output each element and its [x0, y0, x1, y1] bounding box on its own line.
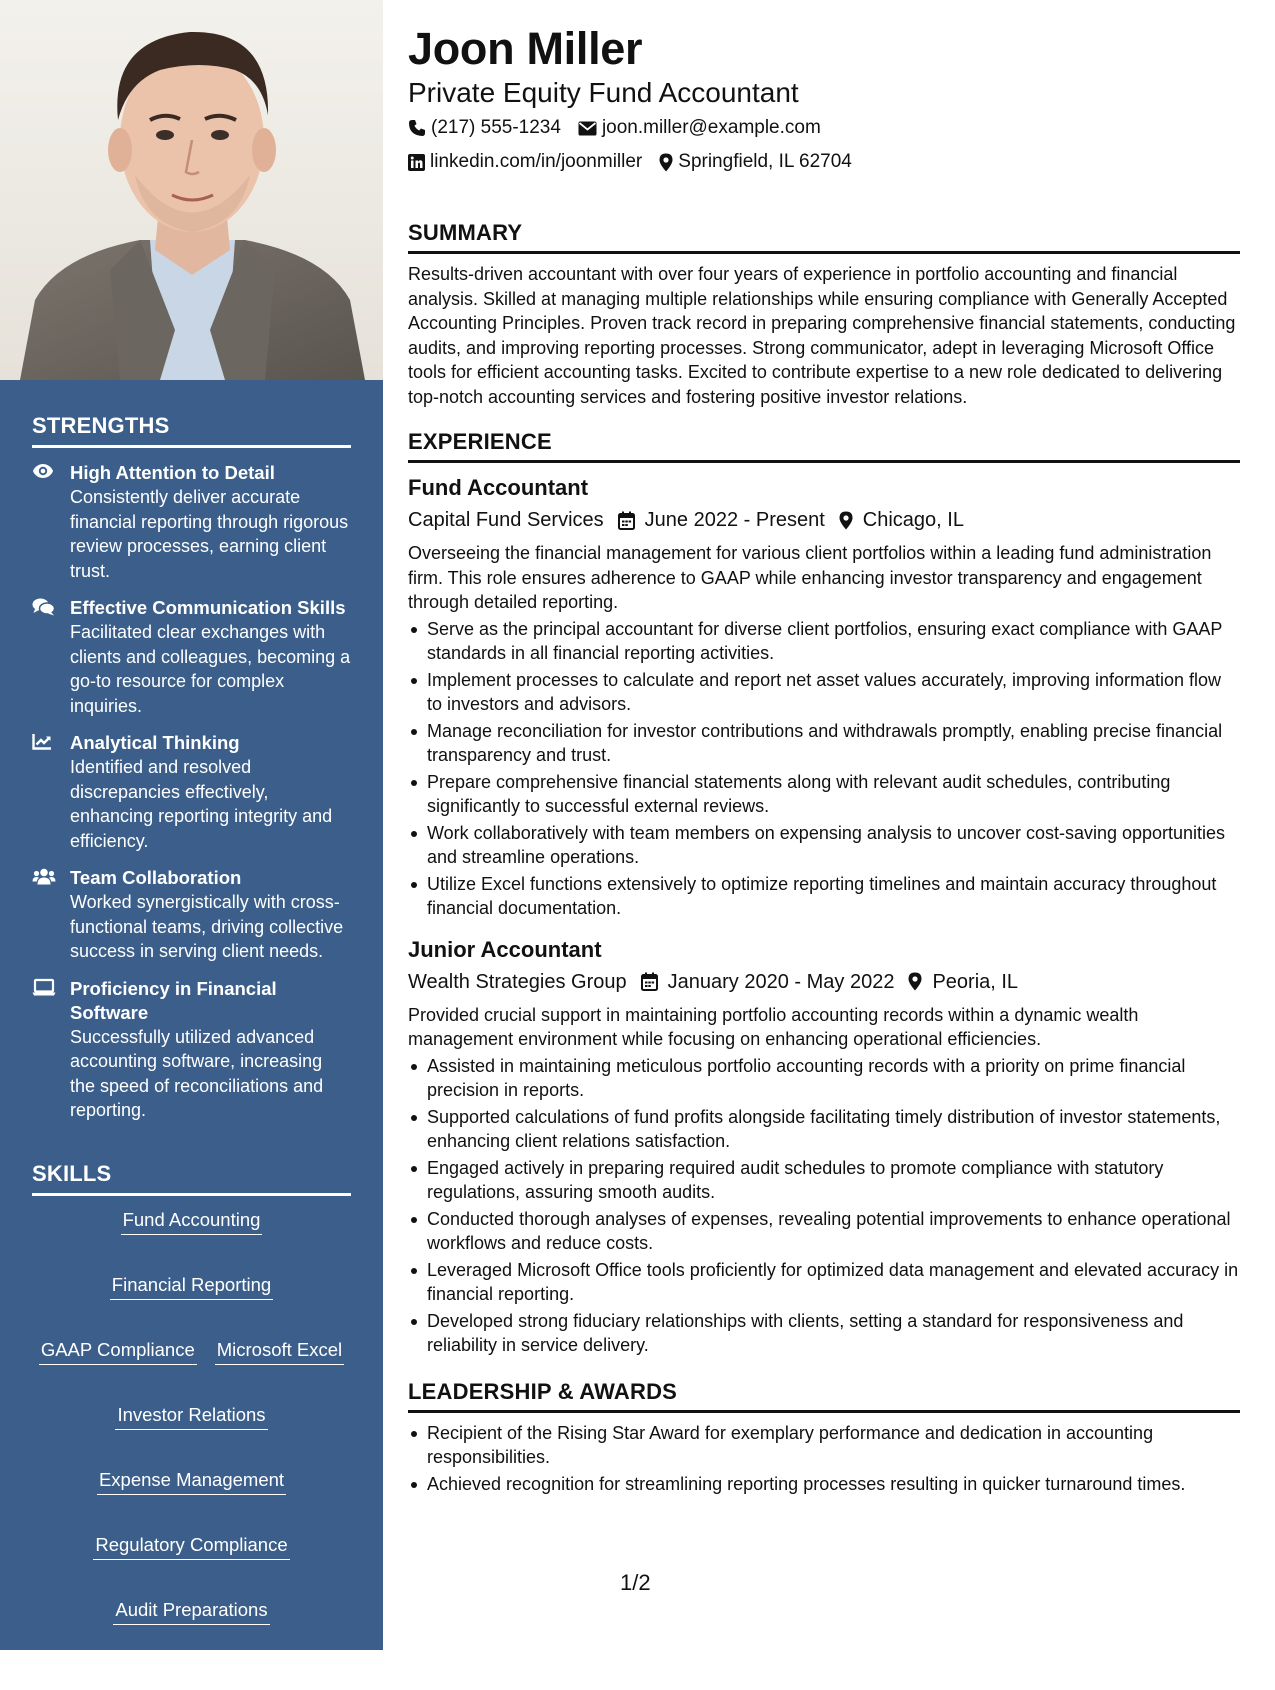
bullet-item: Conducted thorough analyses of expenses, revealing potential improvements to enhance operational workflows and reduce costs. — [408, 1207, 1240, 1256]
strength-title: Effective Communication Skills — [70, 597, 346, 618]
skill-tag: Audit Preparations — [113, 1598, 269, 1625]
users-icon — [32, 866, 70, 964]
bullet-item: Manage reconciliation for investor contributions and withdrawals promptly, enabling precise financial transparency and trust. — [408, 719, 1240, 768]
job-company: Capital Fund Services — [408, 509, 604, 531]
skill-tag: Expense Management — [97, 1468, 286, 1495]
job-entry — [408, 473, 1240, 921]
job-role: Fund Accountant — [408, 475, 589, 500]
bullet-item: Engaged actively in preparing required audit schedules to promote compliance with statutory regulations, assuring smooth audits. — [408, 1156, 1240, 1205]
linkedin-icon — [408, 154, 425, 171]
award-item: Achieved recognition for streamlining reporting processes resulting in quicker turnaround times. — [408, 1472, 1240, 1497]
location-text: Springfield, IL 62704 — [678, 151, 852, 172]
job-entry — [408, 935, 1240, 1358]
calendar-icon — [618, 511, 635, 530]
main-content — [408, 20, 1240, 1498]
bullet-item: Work collaboratively with team members on expensing analysis to uncover cost-saving opportunities and streamline operations. — [408, 821, 1240, 870]
linkedin-contact[interactable] — [408, 146, 642, 178]
laptop-icon — [32, 977, 70, 1123]
candidate-name: Joon Miller — [408, 23, 643, 74]
strength-desc: Worked synergistically with cross-functional teams, driving collective success in serving client needs. — [70, 892, 344, 961]
bullet-item: Prepare comprehensive financial statements along with relevant audit schedules, contributing significantly to successful external reviews. — [408, 770, 1240, 819]
chart-line-icon — [32, 731, 70, 853]
bullet-item: Developed strong fiduciary relationships with clients, setting a standard for responsiveness and reliability in service delivery. — [408, 1309, 1240, 1358]
job-location-text: Peoria, IL — [932, 970, 1019, 993]
job-bullets — [408, 617, 1240, 921]
location-contact — [659, 146, 852, 178]
contact-row — [408, 112, 1240, 144]
strength-item — [32, 731, 351, 853]
skills-heading: SKILLS — [32, 1161, 351, 1196]
skill-tag: GAAP Compliance — [39, 1338, 197, 1365]
strength-item — [32, 866, 351, 964]
candidate-title: Private Equity Fund Accountant — [408, 77, 799, 108]
job-dates — [618, 505, 825, 535]
map-marker-icon — [839, 511, 853, 530]
eye-icon — [32, 461, 70, 583]
skill-tag: Net Asset Valuation — [109, 1663, 273, 1690]
skill-tag: Regulatory Compliance — [93, 1533, 289, 1560]
page-number: 1/2 — [620, 1570, 651, 1595]
profile-photo — [0, 0, 383, 380]
skill-tag: Fund Accounting — [121, 1208, 263, 1235]
job-dates-text: January 2020 - May 2022 — [667, 970, 895, 993]
job-dates-text: June 2022 - Present — [644, 509, 825, 531]
job-meta — [408, 967, 1240, 997]
job-description: Provided crucial support in maintaining portfolio accounting records within a dynamic wealth management environment while focusing on enhancing operational efficiencies. — [408, 1004, 1139, 1049]
award-item: Recipient of the Rising Star Award for exemplary performance and dedication in accounting responsibilities. — [408, 1421, 1240, 1470]
job-location — [839, 505, 964, 535]
awards-list — [408, 1421, 1240, 1497]
bullet-item: Implement processes to calculate and report net asset values accurately, improving information flow to investors and advisors. — [408, 668, 1240, 717]
summary-section — [408, 219, 1240, 409]
map-marker-icon — [659, 153, 673, 172]
strengths-heading: STRENGTHS — [32, 413, 351, 448]
strength-item — [32, 977, 351, 1123]
experience-section — [408, 428, 1240, 1358]
job-role: Junior Accountant — [408, 936, 602, 962]
job-location-text: Chicago, IL — [862, 509, 964, 531]
strength-title: Proficiency in Financial Software — [70, 977, 277, 1023]
awards-heading: LEADERSHIP & AWARDS — [408, 1378, 1240, 1413]
experience-heading: EXPERIENCE — [408, 428, 1240, 463]
skill-tag: Microsoft Excel — [215, 1338, 344, 1365]
job-bullets — [408, 1054, 1240, 1358]
phone-contact[interactable] — [408, 112, 561, 144]
bullet-item: Serve as the principal accountant for diverse client portfolios, ensuring exact compliance with GAAP standards in all financial reporting activities. — [408, 617, 1240, 666]
strength-title: Team Collaboration — [70, 867, 242, 888]
phone-text: (217) 555-1234 — [431, 117, 561, 138]
skill-tag: Financial Reporting — [110, 1273, 273, 1300]
job-description: Overseeing the financial management for various client portfolios within a leading fund administration firm. This role ensures adherence to GAAP while enhancing investor transparency and engagement through detailed reporting. — [408, 543, 1212, 612]
comments-icon — [32, 596, 70, 718]
strength-title: Analytical Thinking — [70, 732, 240, 753]
map-marker-icon — [908, 972, 922, 991]
bullet-item: Leveraged Microsoft Office tools proficiently for optimized data management and elevated accuracy in financial reporting. — [408, 1258, 1240, 1307]
strength-title: High Attention to Detail — [70, 462, 275, 483]
job-location — [908, 967, 1018, 997]
strength-item — [32, 461, 351, 583]
strength-desc: Successfully utilized advanced accounting software, increasing the speed of reconciliations and reporting. — [70, 1026, 324, 1120]
strength-item — [32, 596, 351, 718]
contact-row-2 — [408, 146, 1240, 178]
job-meta — [408, 505, 1240, 535]
email-text: joon.miller@example.com — [601, 117, 821, 138]
strengths-section — [32, 413, 351, 1123]
job-dates — [641, 967, 895, 997]
skills-section — [32, 1161, 351, 1690]
envelope-icon — [578, 121, 597, 136]
bullet-item: Supported calculations of fund profits alongside facilitating timely distribution of investor statements, enhancing client relations satisfaction. — [408, 1105, 1240, 1154]
job-company: Wealth Strategies Group — [408, 970, 627, 993]
strength-desc: Consistently deliver accurate financial reporting through rigorous review processes, earning client trust. — [70, 487, 349, 581]
skill-tag: Investor Relations — [115, 1403, 267, 1430]
strength-desc: Identified and resolved discrepancies effectively, enhancing reporting integrity and efficiency. — [70, 757, 333, 851]
strength-desc: Facilitated clear exchanges with clients and colleagues, becoming a go-to resource for complex inquiries. — [70, 622, 351, 716]
linkedin-text: linkedin.com/in/joonmiller — [430, 151, 643, 172]
summary-text: Results-driven accountant with over four years of experience in portfolio accounting and financial analysis. Skilled at managing multiple relationships while ensuring compliance with Generally Accepted Accounting Principles. Proven track record in preparing comprehensive financial statements, conducting audits, and improving reporting processes. Strong communicator, adept in leveraging Microsoft Office tools for efficient accounting tasks. Excited to contribute expertise to a new role dedicated to delivering top-notch accounting services and fostering positive investor relations. — [408, 264, 1236, 407]
bullet-item: Assisted in maintaining meticulous portfolio accounting records with a priority on prime financial precision in reports. — [408, 1054, 1240, 1103]
phone-icon — [408, 119, 426, 137]
awards-section — [408, 1378, 1240, 1497]
calendar-icon — [641, 972, 658, 991]
sidebar — [0, 0, 383, 1685]
summary-heading: SUMMARY — [408, 219, 1240, 254]
skills-list — [32, 1208, 351, 1690]
email-contact[interactable] — [578, 112, 821, 144]
bullet-item: Utilize Excel functions extensively to optimize reporting timelines and maintain accuracy throughout financial documentation. — [408, 872, 1240, 921]
